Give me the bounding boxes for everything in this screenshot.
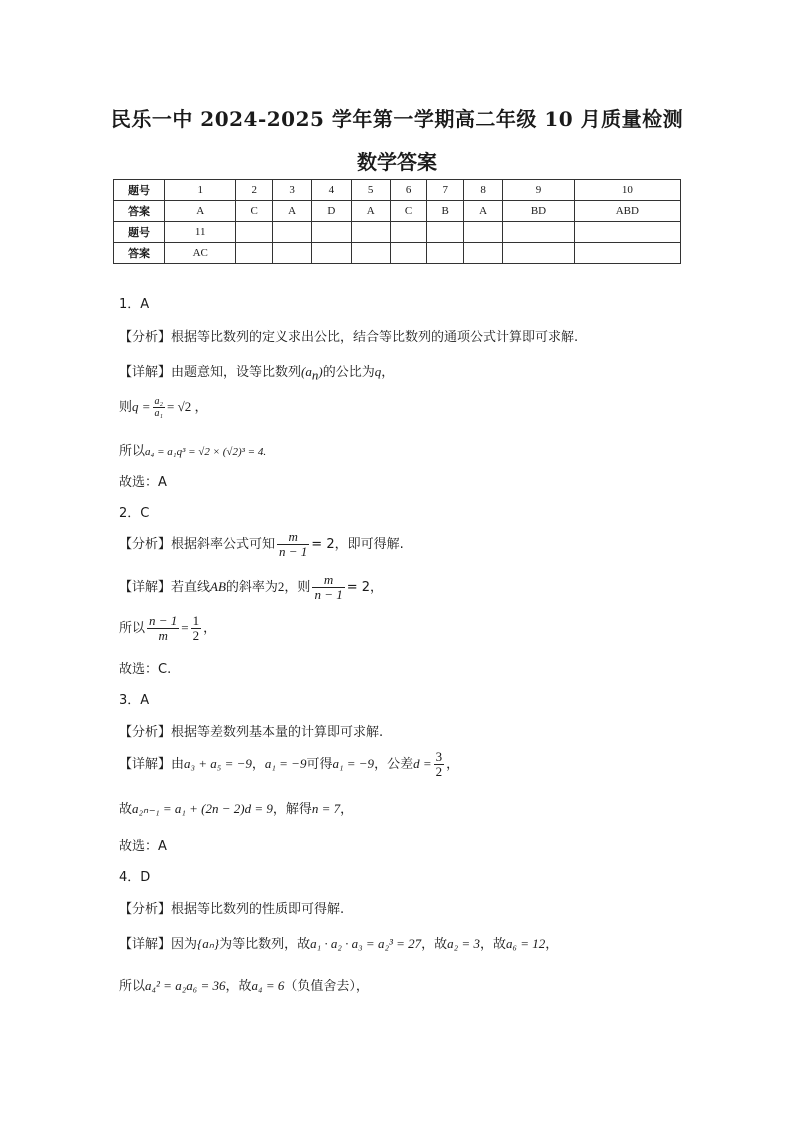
table-cell: 11: [165, 222, 236, 243]
math-expression: a₁ · a₂ · a₃ = a₂³ = 27: [310, 936, 422, 951]
math-expression: d =: [413, 756, 432, 771]
detail-text: 【详解】因为: [119, 937, 198, 952]
question-1-choice: 故选：A: [119, 475, 167, 490]
math-expression: a₂ₙ₋₁ = a₁ + (2n − 2)d = 9: [132, 801, 273, 816]
detail-text: ，则: [284, 580, 311, 595]
question-3-choice: 故选：A: [119, 839, 167, 854]
table-cell: 9: [503, 180, 574, 201]
table-cell: A: [463, 201, 502, 222]
math-expression: AB: [210, 579, 226, 594]
table-cell: 10: [574, 180, 680, 201]
detail-text: 可得: [306, 757, 333, 772]
table-cell: C: [236, 201, 273, 222]
table-cell: A: [273, 201, 312, 222]
detail-text: 的斜率为: [225, 580, 278, 595]
table-cell: [236, 243, 273, 264]
math-expression: a₆ = 12: [505, 936, 546, 951]
math-expression: a₁ = −9: [264, 756, 307, 771]
question-2-analysis: [119, 530, 404, 559]
page-title: 民乐一中 2024-2025 学年第一学期高二年级 10 月质量检测: [110, 107, 684, 131]
detail-text: 为等比数列，故: [219, 937, 311, 952]
fraction: [191, 614, 202, 643]
detail-text: 【详解】由题意知，设等比数列: [119, 365, 302, 380]
table-cell: AC: [165, 243, 236, 264]
question-1-analysis: 【分析】根据等比数列的定义求出公比，结合等比数列的通项公式计算即可求解.: [119, 330, 579, 345]
table-cell: B: [427, 201, 464, 222]
table-cell: A: [165, 201, 236, 222]
math-expression: n = 7: [311, 801, 341, 816]
question-4-heading: 4．D: [119, 870, 151, 885]
question-2-choice: 故选：C.: [119, 662, 172, 677]
table-cell: [574, 222, 680, 243]
detail-text: ，: [340, 802, 354, 817]
table-cell: [463, 222, 502, 243]
math-expression: a₄² = a₂a₆ = 36: [145, 978, 226, 993]
table-cell: [312, 243, 351, 264]
question-4-detail: [119, 933, 558, 952]
fraction-denominator: n − 1: [314, 587, 343, 602]
table-cell: 7: [427, 180, 464, 201]
table-cell: [273, 222, 312, 243]
table-cell: [574, 243, 680, 264]
question-1-heading: 1．A: [119, 297, 150, 312]
fraction-numerator: n − 1: [149, 613, 178, 628]
fraction-denominator: 2: [435, 764, 443, 779]
detail-text: 故: [119, 802, 133, 817]
question-3-detail: [119, 750, 459, 779]
table-header-cell: 答案: [114, 243, 165, 264]
math-expression: =: [181, 620, 189, 635]
math-expression: {aₙ}: [197, 936, 220, 951]
detail-text: 所以: [119, 444, 146, 459]
table-cell: [236, 222, 273, 243]
question-4-analysis: 【分析】根据等比数列的性质即可得解.: [119, 902, 345, 917]
table-cell: 1: [165, 180, 236, 201]
detail-text: 的公比为: [322, 365, 375, 380]
table-cell: 6: [390, 180, 427, 201]
detail-text: ，: [381, 365, 395, 380]
fraction-denominator: n − 1: [279, 544, 308, 559]
fraction-numerator: m: [277, 530, 309, 545]
detail-text: 【详解】若直线: [119, 580, 211, 595]
fraction-denominator: a₁: [154, 408, 164, 419]
question-2-result: [119, 614, 216, 643]
detail-text: ，: [251, 757, 265, 772]
table-row: [114, 180, 681, 201]
table-row: [114, 222, 681, 243]
detail-text: ，故: [421, 937, 448, 952]
detail-text: ，解得: [272, 802, 312, 817]
question-1-ratio: [119, 396, 208, 419]
table-header-cell: 题号: [114, 180, 165, 201]
question-1-result: [119, 440, 266, 459]
fraction-numerator: 3: [435, 749, 443, 764]
table-cell: D: [312, 201, 351, 222]
table-cell: ABD: [574, 201, 680, 222]
table-header-cell: 题号: [114, 222, 165, 243]
answer-table: [113, 179, 681, 264]
table-row: [114, 243, 681, 264]
table-cell: [503, 222, 574, 243]
table-cell: [390, 222, 427, 243]
math-expression: ): [318, 364, 323, 379]
detail-text: ，故: [479, 937, 506, 952]
table-cell: [427, 222, 464, 243]
table-cell: [463, 243, 502, 264]
table-cell: [503, 243, 574, 264]
detail-text: ，: [545, 937, 559, 952]
table-cell: [351, 243, 390, 264]
table-cell: 3: [273, 180, 312, 201]
table-cell: [390, 243, 427, 264]
math-subscript: n: [311, 367, 319, 383]
table-cell: 5: [351, 180, 390, 201]
detail-text: 所以: [119, 979, 146, 994]
math-expression: a₁ = −9: [332, 756, 375, 771]
fraction-denominator: m: [158, 628, 168, 643]
table-row: [114, 201, 681, 222]
table-cell: A: [351, 201, 390, 222]
math-expression: 2: [277, 579, 285, 594]
question-2-detail: [119, 573, 383, 602]
table-cell: C: [390, 201, 427, 222]
table-cell: [351, 222, 390, 243]
table-cell: [427, 243, 464, 264]
question-3-heading: 3．A: [119, 693, 150, 708]
table-cell: 8: [463, 180, 502, 201]
table-cell: 2: [236, 180, 273, 201]
math-expression: a₄ = 6: [251, 978, 285, 993]
table-cell: [273, 243, 312, 264]
math-expression: (a: [301, 364, 312, 379]
math-expression: = √2 ，: [167, 399, 208, 414]
fraction-denominator: 2: [192, 628, 200, 643]
question-3-result: [119, 798, 353, 817]
fraction-numerator: 1: [192, 613, 200, 628]
fraction-numerator: m: [312, 573, 344, 588]
detail-text: = 2，: [346, 580, 384, 595]
math-expression: a₂ = 3: [447, 936, 480, 951]
math-expression: a₃ + a₅ = −9: [184, 756, 252, 771]
fraction: [147, 614, 179, 643]
detail-text: ，: [446, 757, 460, 772]
math-expression: a₄ = a₁q³ = √2 × (√2)³ = 4.: [145, 446, 267, 458]
table-cell: 4: [312, 180, 351, 201]
detail-text: = 2，即可得解.: [311, 537, 404, 552]
page-subtitle: 数学答案: [357, 150, 437, 174]
math-expression: q: [374, 364, 382, 379]
fraction: [312, 573, 344, 602]
math-expression: q =: [132, 399, 151, 414]
detail-text: 所以: [119, 621, 146, 636]
table-cell: [312, 222, 351, 243]
question-4-result: [119, 975, 369, 994]
detail-text: ，公差: [374, 757, 414, 772]
fraction: [434, 750, 445, 779]
question-1-detail: [119, 361, 394, 384]
question-2-heading: 2．C: [119, 506, 150, 521]
detail-text: 则: [119, 400, 133, 415]
detail-text: 【分析】根据斜率公式可知: [119, 537, 276, 552]
detail-text: ，: [203, 621, 217, 636]
table-header-cell: 答案: [114, 201, 165, 222]
detail-text: ，故: [225, 979, 252, 994]
question-3-analysis: 【分析】根据等差数列基本量的计算即可求解.: [119, 725, 384, 740]
detail-text: 【详解】由: [119, 757, 185, 772]
table-cell: BD: [503, 201, 574, 222]
fraction-numerator: a₂: [154, 396, 164, 407]
fraction: [153, 396, 165, 419]
fraction: [277, 530, 309, 559]
detail-text: （负值舍去），: [284, 979, 369, 994]
